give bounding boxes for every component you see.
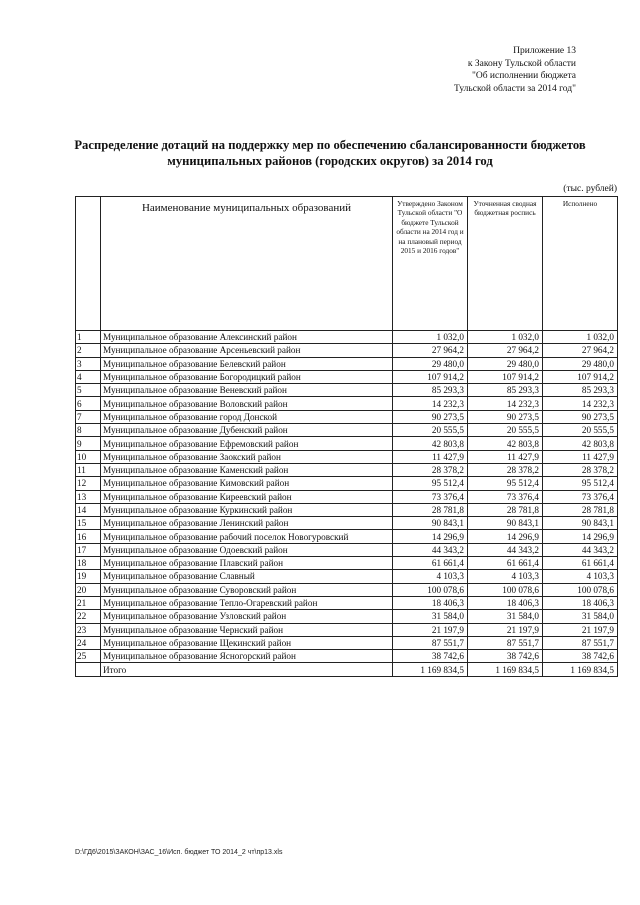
revised-amount: 27 964,2 xyxy=(468,344,543,357)
row-number: 4 xyxy=(76,370,101,383)
municipality-name: Муниципальное образование Веневский район xyxy=(101,384,393,397)
subsidy-table xyxy=(75,196,618,677)
table-row xyxy=(76,357,618,370)
revised-amount: 44 343,2 xyxy=(468,543,543,556)
document-title xyxy=(40,137,620,169)
row-number: 23 xyxy=(76,623,101,636)
executed-amount: 85 293,3 xyxy=(543,384,618,397)
row-number: 13 xyxy=(76,490,101,503)
municipality-name: Муниципальное образование Тепло-Огаревский район xyxy=(101,596,393,609)
executed-amount: 21 197,9 xyxy=(543,623,618,636)
revised-amount: 31 584,0 xyxy=(468,610,543,623)
revised-amount: 11 427,9 xyxy=(468,450,543,463)
approved-amount: 28 378,2 xyxy=(393,463,468,476)
approved-amount: 95 512,4 xyxy=(393,477,468,490)
approved-amount: 107 914,2 xyxy=(393,370,468,383)
approved-amount: 28 781,8 xyxy=(393,503,468,516)
table-row xyxy=(76,410,618,423)
revised-amount: 100 078,6 xyxy=(468,583,543,596)
executed-amount: 14 232,3 xyxy=(543,397,618,410)
municipality-name: Муниципальное образование Каменский район xyxy=(101,463,393,476)
revised-amount: 21 197,9 xyxy=(468,623,543,636)
approved-amount: 18 406,3 xyxy=(393,596,468,609)
executed-amount: 61 661,4 xyxy=(543,557,618,570)
approved-amount: 42 803,8 xyxy=(393,437,468,450)
revised-amount: 1 032,0 xyxy=(468,331,543,344)
total-row xyxy=(76,663,618,676)
approved-amount: 20 555,5 xyxy=(393,424,468,437)
row-number: 12 xyxy=(76,477,101,490)
revised-amount: 61 661,4 xyxy=(468,557,543,570)
executed-amount: 90 843,1 xyxy=(543,517,618,530)
municipality-name: Муниципальное образование Воловский район xyxy=(101,397,393,410)
table-row xyxy=(76,503,618,516)
approved-amount: 14 232,3 xyxy=(393,397,468,410)
row-number: 24 xyxy=(76,636,101,649)
row-number: 7 xyxy=(76,410,101,423)
table-row xyxy=(76,477,618,490)
executed-amount: 95 512,4 xyxy=(543,477,618,490)
approved-amount: 100 078,6 xyxy=(393,583,468,596)
revised-amount: 4 103,3 xyxy=(468,570,543,583)
municipality-name: Муниципальное образование Заокский район xyxy=(101,450,393,463)
header-approved: Утверждено Законом Тульской области "О бюджете Тульской области на 2014 год и на плановый период 2015 и 2016 годов" xyxy=(393,197,468,331)
row-number: 9 xyxy=(76,437,101,450)
table-row xyxy=(76,530,618,543)
municipality-name: Муниципальное образование Дубенский район xyxy=(101,424,393,437)
executed-amount: 28 378,2 xyxy=(543,463,618,476)
municipality-name: Муниципальное образование Славный xyxy=(101,570,393,583)
executed-amount: 20 555,5 xyxy=(543,424,618,437)
executed-amount: 100 078,6 xyxy=(543,583,618,596)
table-row xyxy=(76,490,618,503)
row-number: 19 xyxy=(76,570,101,583)
approved-amount: 61 661,4 xyxy=(393,557,468,570)
table-row xyxy=(76,463,618,476)
executed-amount: 27 964,2 xyxy=(543,344,618,357)
table-row xyxy=(76,437,618,450)
row-number: 16 xyxy=(76,530,101,543)
revised-amount: 38 742,6 xyxy=(468,650,543,663)
approved-amount: 11 427,9 xyxy=(393,450,468,463)
appendix-note xyxy=(376,45,576,95)
row-number: 25 xyxy=(76,650,101,663)
municipality-name: Муниципальное образование Узловский район xyxy=(101,610,393,623)
approved-amount: 1 032,0 xyxy=(393,331,468,344)
revised-amount: 90 843,1 xyxy=(468,517,543,530)
row-number: 10 xyxy=(76,450,101,463)
row-number: 17 xyxy=(76,543,101,556)
executed-amount: 87 551,7 xyxy=(543,636,618,649)
municipality-name: Муниципальное образование город Донской xyxy=(101,410,393,423)
approved-amount: 31 584,0 xyxy=(393,610,468,623)
row-number: 1 xyxy=(76,331,101,344)
row-number: 3 xyxy=(76,357,101,370)
executed-amount: 44 343,2 xyxy=(543,543,618,556)
header-executed: Исполнено xyxy=(543,197,618,331)
revised-amount: 107 914,2 xyxy=(468,370,543,383)
approved-amount: 1 169 834,5 xyxy=(393,663,468,676)
appendix-line: "Об исполнении бюджета xyxy=(471,71,576,82)
table-header-row xyxy=(76,197,618,331)
municipality-name: Муниципальное образование Белевский район xyxy=(101,357,393,370)
revised-amount: 28 378,2 xyxy=(468,463,543,476)
municipality-name: Муниципальное образование Ясногорский район xyxy=(101,650,393,663)
revised-amount: 20 555,5 xyxy=(468,424,543,437)
row-number: 22 xyxy=(76,610,101,623)
title-line: муниципальных районов (городских округов) за 2014 год xyxy=(167,154,493,168)
table-row xyxy=(76,570,618,583)
appendix-line: Приложение 13 xyxy=(513,46,576,56)
approved-amount: 87 551,7 xyxy=(393,636,468,649)
table-row xyxy=(76,370,618,383)
row-number: 6 xyxy=(76,397,101,410)
table-row xyxy=(76,623,618,636)
file-path-footer: D:\ГД6\2015\ЗАКОН\ЗАС_16\Исп. бюджет ТО 2014_2 чт\пр13.xls xyxy=(75,849,283,856)
approved-amount: 44 343,2 xyxy=(393,543,468,556)
row-number: 14 xyxy=(76,503,101,516)
municipality-name: Муниципальное образование Арсеньевский район xyxy=(101,344,393,357)
municipality-name: Муниципальное образование Киреевский район xyxy=(101,490,393,503)
approved-amount: 27 964,2 xyxy=(393,344,468,357)
approved-amount: 85 293,3 xyxy=(393,384,468,397)
table-row xyxy=(76,543,618,556)
approved-amount: 14 296,9 xyxy=(393,530,468,543)
municipality-name: Муниципальное образование Богородицкий район xyxy=(101,370,393,383)
executed-amount: 31 584,0 xyxy=(543,610,618,623)
header-revised: Уточненная сводная бюджетная роспись xyxy=(468,197,543,331)
table-row xyxy=(76,636,618,649)
revised-amount: 18 406,3 xyxy=(468,596,543,609)
revised-amount: 42 803,8 xyxy=(468,437,543,450)
table-row xyxy=(76,344,618,357)
row-number: 5 xyxy=(76,384,101,397)
municipality-name: Муниципальное образование Щекинский район xyxy=(101,636,393,649)
municipality-name: Муниципальное образование Одоевский район xyxy=(101,543,393,556)
executed-amount: 11 427,9 xyxy=(543,450,618,463)
municipality-name: Муниципальное образование Куркинский район xyxy=(101,503,393,516)
revised-amount: 28 781,8 xyxy=(468,503,543,516)
table-row xyxy=(76,517,618,530)
municipality-name: Муниципальное образование Чернский район xyxy=(101,623,393,636)
revised-amount: 90 273,5 xyxy=(468,410,543,423)
appendix-line: Тульской области за 2014 год" xyxy=(454,83,576,94)
row-number: 20 xyxy=(76,583,101,596)
table-row xyxy=(76,610,618,623)
header-name: Наименование муниципальных образований xyxy=(101,197,393,331)
revised-amount: 14 296,9 xyxy=(468,530,543,543)
approved-amount: 90 843,1 xyxy=(393,517,468,530)
row-number: 8 xyxy=(76,424,101,437)
executed-amount: 38 742,6 xyxy=(543,650,618,663)
approved-amount: 38 742,6 xyxy=(393,650,468,663)
revised-amount: 14 232,3 xyxy=(468,397,543,410)
revised-amount: 1 169 834,5 xyxy=(468,663,543,676)
header-number xyxy=(76,197,101,331)
approved-amount: 21 197,9 xyxy=(393,623,468,636)
executed-amount: 42 803,8 xyxy=(543,437,618,450)
row-number xyxy=(76,663,101,676)
executed-amount: 29 480,0 xyxy=(543,357,618,370)
executed-amount: 107 914,2 xyxy=(543,370,618,383)
revised-amount: 73 376,4 xyxy=(468,490,543,503)
municipality-name: Итого xyxy=(101,663,393,676)
executed-amount: 1 032,0 xyxy=(543,331,618,344)
municipality-name: Муниципальное образование Алексинский район xyxy=(101,331,393,344)
revised-amount: 95 512,4 xyxy=(468,477,543,490)
approved-amount: 29 480,0 xyxy=(393,357,468,370)
appendix-line: к Закону Тульской области xyxy=(467,58,576,69)
table-row xyxy=(76,384,618,397)
table-row xyxy=(76,583,618,596)
municipality-name: Муниципальное образование Суворовский район xyxy=(101,583,393,596)
executed-amount: 18 406,3 xyxy=(543,596,618,609)
row-number: 11 xyxy=(76,463,101,476)
executed-amount: 14 296,9 xyxy=(543,530,618,543)
table-row xyxy=(76,397,618,410)
row-number: 18 xyxy=(76,557,101,570)
table-row xyxy=(76,424,618,437)
approved-amount: 4 103,3 xyxy=(393,570,468,583)
municipality-name: Муниципальное образование рабочий поселок Новогуровский xyxy=(101,530,393,543)
revised-amount: 87 551,7 xyxy=(468,636,543,649)
units-label: (тыс. рублей) xyxy=(563,184,617,194)
executed-amount: 4 103,3 xyxy=(543,570,618,583)
table-row xyxy=(76,557,618,570)
row-number: 21 xyxy=(76,596,101,609)
approved-amount: 90 273,5 xyxy=(393,410,468,423)
revised-amount: 85 293,3 xyxy=(468,384,543,397)
executed-amount: 28 781,8 xyxy=(543,503,618,516)
executed-amount: 1 169 834,5 xyxy=(543,663,618,676)
row-number: 15 xyxy=(76,517,101,530)
revised-amount: 29 480,0 xyxy=(468,357,543,370)
row-number: 2 xyxy=(76,344,101,357)
municipality-name: Муниципальное образование Плавский район xyxy=(101,557,393,570)
title-line: Распределение дотаций на поддержку мер по обеспечению сбалансированности бюджетов xyxy=(74,138,586,152)
table-row xyxy=(76,450,618,463)
table-row xyxy=(76,596,618,609)
approved-amount: 73 376,4 xyxy=(393,490,468,503)
municipality-name: Муниципальное образование Ефремовский район xyxy=(101,437,393,450)
executed-amount: 90 273,5 xyxy=(543,410,618,423)
municipality-name: Муниципальное образование Кимовский район xyxy=(101,477,393,490)
executed-amount: 73 376,4 xyxy=(543,490,618,503)
municipality-name: Муниципальное образование Ленинский район xyxy=(101,517,393,530)
table-row xyxy=(76,650,618,663)
table-row xyxy=(76,331,618,344)
